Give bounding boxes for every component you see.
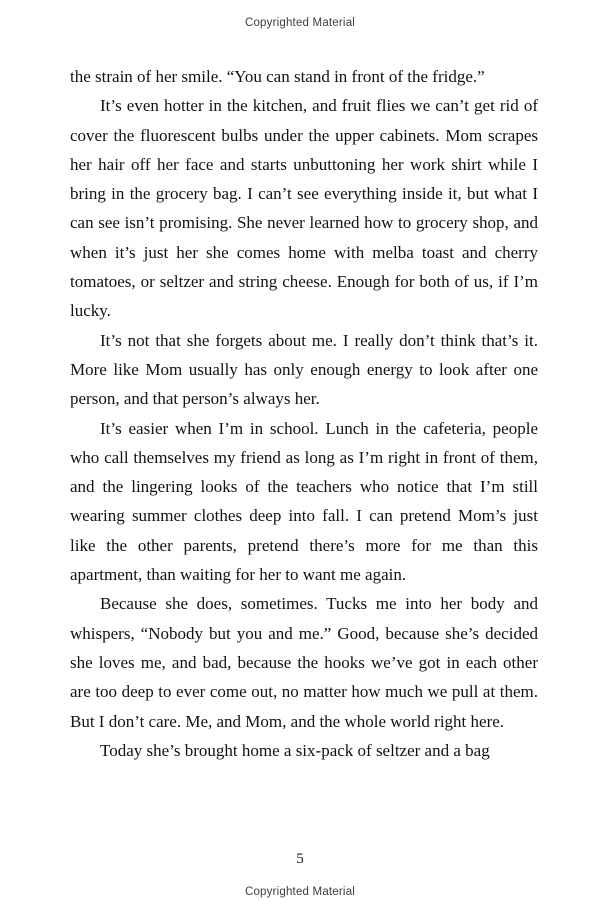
paragraph: It’s even hotter in the kitchen, and fruit flies we can’t get rid of cover the fluorescent bulbs under the upper cabinets. Mom scrapes her hair off her face and starts unbuttoning her work shirt while I bring in the grocery bag. I can’t see everything inside it, but what I can see isn’t promising. She never learned how to grocery shop, and when it’s just her she comes home with melba toast and cherry tomatoes, or seltzer and string cheese. Enough for both of us, if I’m lucky. [70, 96, 538, 321]
paragraph: Today she’s brought home a six-pack of seltzer and a bag [100, 740, 490, 760]
paragraph: It’s not that she forgets about me. I really don’t think that’s it. More like Mom usually has only enough energy to look after one person, and that person’s always her. [70, 330, 538, 409]
paragraph-continuation: the strain of her smile. “You can stand in front of the fridge.” [70, 67, 485, 86]
paragraph: Because she does, sometimes. Tucks me into her body and whispers, “Nobody but you and me.” Good, because she’s decided she loves me, and bad, because the hooks we’ve got in each other are too deep to ever come out, no matter how much we pull at them. But I don’t care. Me, and Mom, and the whole world right here. [70, 594, 538, 731]
copyright-notice-bottom: Copyrighted Material [244, 886, 356, 898]
page-number: 5 [296, 851, 304, 867]
copyright-notice-top: Copyrighted Material [244, 17, 356, 29]
paragraph: It’s easier when I’m in school. Lunch in the cafeteria, people who call themselves my friend as long as I’m right in front of them, and the lingering looks of the teachers who notice that I’m still wearing summer clothes deep into fall. I can pretend Mom’s just like the other parents, pretend there’s more for me than this apartment, than waiting for her to want me again. [70, 418, 538, 585]
page-body [70, 62, 538, 765]
